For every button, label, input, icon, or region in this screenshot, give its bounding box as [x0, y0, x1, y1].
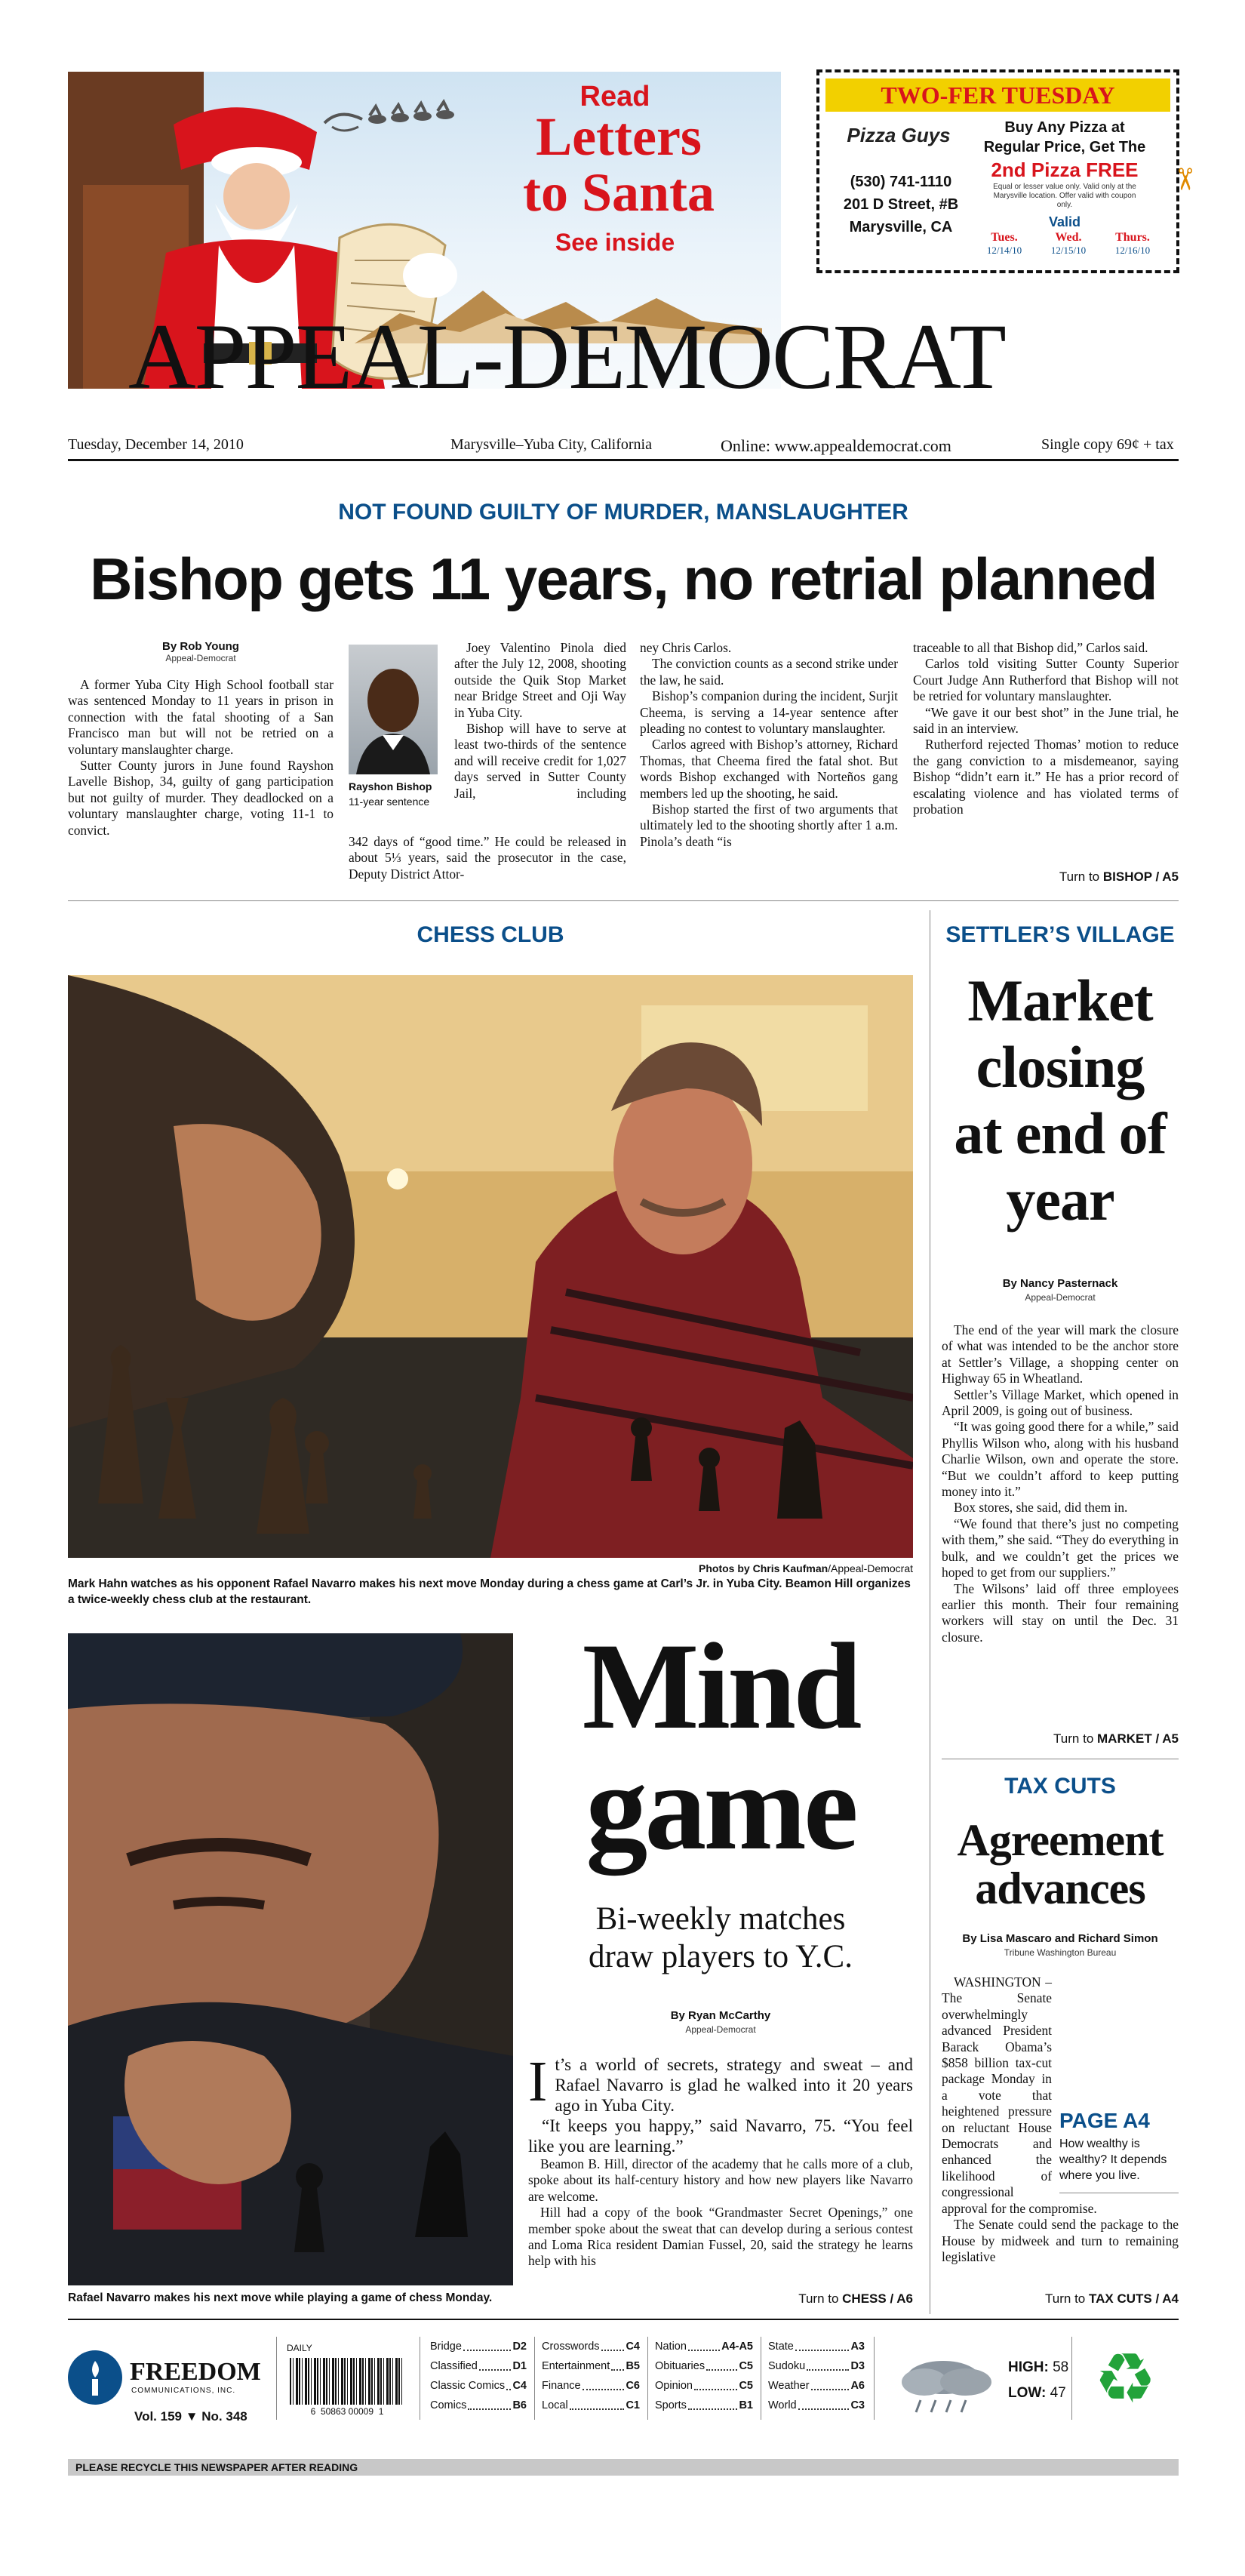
- ad-offer-2: Regular Price, Get The: [983, 139, 1146, 155]
- article-paragraph: ney Chris Carlos.: [640, 640, 732, 655]
- index-name: Entertainment: [542, 2360, 610, 2372]
- tax-paragraph: WASHINGTON – The Senate overwhelmingly advanced President Barack Obama’s $858 billion tax-cut package Monday in a vote that heightened pressure on reluctant House Democrats and enhanced the likelihood of congressional approval for the compromise.: [942, 1974, 1097, 2216]
- article-paragraph: The conviction counts as a second strike under the law, he said.: [640, 656, 898, 688]
- tax-body: [942, 1974, 1179, 2265]
- photo-credit: [68, 1562, 913, 1574]
- index-item[interactable]: [768, 2356, 865, 2376]
- article-paragraph: A former Yuba City High School football star was sentenced Monday to 11 years in prison in connection with the fatal shooting of a San Francisco man but will not be retried on a voluntary manslaughter charge.: [68, 677, 334, 757]
- high-value: 58: [1053, 2359, 1069, 2375]
- article-paragraph: Carlos agreed with Bishop’s attorney, Richard Thomas, that Cheema fired the fatal shot. But words Bishop exchanged with Norteños gang members led up the shooting, he said.: [640, 737, 898, 801]
- tax-jump[interactable]: [942, 2291, 1179, 2307]
- footer-divider: [1071, 2337, 1072, 2420]
- index-name: Finance: [542, 2380, 581, 2392]
- index-name: World: [768, 2399, 797, 2411]
- promo-see-inside: See inside: [555, 229, 675, 256]
- lead-column-2b: [349, 834, 626, 882]
- photo-credit-name: Photos by Chris Kaufman: [699, 1562, 828, 1574]
- index-item[interactable]: [655, 2396, 753, 2415]
- index-page: C1: [626, 2399, 640, 2411]
- lead-byorg: Appeal-Democrat: [165, 653, 236, 663]
- chess-paragraph: Beamon B. Hill, director of the academy that he calls more of a club, spoke about its half-century history and how new players like Navarro are welcome.: [528, 2156, 913, 2204]
- index-item[interactable]: [768, 2396, 865, 2415]
- lead-byline: By Rob Young: [162, 640, 239, 653]
- index-page: A6: [850, 2380, 865, 2392]
- masthead-rule: [68, 459, 1179, 461]
- index-item[interactable]: [542, 2396, 640, 2415]
- jump-target: BISHOP / A5: [1102, 869, 1179, 884]
- chess-deck: Bi-weekly matches draw players to Y.C.: [589, 1901, 853, 1974]
- index-page: D3: [850, 2360, 865, 2372]
- photo-credit-org: /Appeal-Democrat: [828, 1562, 913, 1574]
- recycle-icon: ♻: [1094, 2341, 1157, 2418]
- market-body: [942, 1322, 1179, 1645]
- index-name: Crosswords: [542, 2341, 600, 2353]
- index-page: C5: [739, 2380, 753, 2392]
- ad-fine-print: Equal or lesser value only. Valid only at the Marysville location. Offer valid with coupon only.: [993, 183, 1136, 209]
- index-page: D2: [512, 2341, 527, 2353]
- ad-phone: (530) 741-1110: [850, 174, 952, 190]
- market-byline: By Nancy Pasternack: [1002, 1277, 1118, 1290]
- market-jump[interactable]: [942, 1731, 1179, 1747]
- tax-paragraph: The Senate could send the package to the House by midweek and turn to remaining legislative: [942, 2217, 1179, 2264]
- jump-target: TAX CUTS / A4: [1088, 2291, 1179, 2306]
- article-paragraph: Sutter County jurors in June found Rayshon Lavelle Bishop, 34, guilty of gang participation but not guilty of murder. They deadlocked on a voluntary manslaughter charge, voting 11-1 to convict.: [68, 758, 334, 838]
- pizza-guys-coupon-ad[interactable]: [816, 69, 1202, 273]
- index-item[interactable]: [430, 2337, 527, 2356]
- article-paragraph: Carlos told visiting Sutter County Superior Court Judge Ann Rutherford that Bishop will not be retried for voluntary manslaughter.: [913, 656, 1179, 704]
- index-name: Sudoku: [768, 2360, 806, 2372]
- index-name: Bridge: [430, 2341, 462, 2353]
- ad-offer-3: 2nd Pizza FREE: [991, 158, 1139, 181]
- lead-column-4: [913, 640, 1179, 817]
- index-name: Sports: [655, 2399, 687, 2411]
- index-page: B5: [626, 2360, 640, 2372]
- weather-high: [1008, 2359, 1068, 2376]
- market-headline[interactable]: Market closing at end of year: [954, 968, 1167, 1233]
- market-paragraph: The Wilsons’ laid off three employees earlier this month. Their four remaining workers will stay on until the Dec. 31 closure.: [942, 1580, 1179, 1645]
- rain-cloud-icon: [890, 2352, 1004, 2420]
- chess-byline: By Ryan McCarthy: [670, 2009, 771, 2022]
- freedom-brand: FREEDOM: [130, 2358, 261, 2386]
- low-value: 47: [1050, 2385, 1066, 2401]
- article-paragraph: Bishop’s companion during the incident, Surjit Cheema, is serving a 14-year sentence after pleading no contest to voluntary manslaughter.: [640, 688, 898, 737]
- article-paragraph: traceable to all that Bishop did,” Carlos said.: [913, 640, 1148, 655]
- market-paragraph: “It was going good there for a while,” said Phyllis Wilson who, along with his husband Charlie Wilson, own and operate the store. “But we couldn’t afford to keep putting money into it.”: [942, 1419, 1179, 1500]
- chess-photo-main[interactable]: [68, 975, 913, 1558]
- ad-street: 201 D Street, #B: [843, 196, 959, 213]
- market-byorg: Appeal-Democrat: [1025, 1292, 1096, 1303]
- lead-jump[interactable]: [913, 869, 1179, 885]
- jump-label: Turn to: [1053, 1731, 1097, 1746]
- recycle-bar: PLEASE RECYCLE THIS NEWSPAPER AFTER READING: [68, 2459, 1179, 2476]
- jump-target: CHESS / A6: [842, 2291, 913, 2306]
- lead-column-3: [640, 640, 898, 850]
- chess-paragraph: Hill had a copy of the book “Grandmaster Secret Openings,” one member spoke about the sweat that can develop during a serious contest and Loma Rica resident Damian Fussel, 20, said the strategy he learns help with his: [528, 2205, 913, 2269]
- chess-caption-2: Rafael Navarro makes his next move while playing a game of chess Monday.: [68, 2291, 493, 2304]
- chess-paragraph: “It keeps you happy,” said Navarro, 75. “You feel like you are learning.”: [528, 2116, 913, 2156]
- index-page: D1: [512, 2360, 527, 2372]
- index-item[interactable]: [655, 2356, 753, 2376]
- index-page: B1: [739, 2399, 753, 2411]
- index-item[interactable]: [768, 2376, 865, 2396]
- section-divider: [68, 900, 1179, 901]
- promo-to-santa: to Santa: [522, 162, 715, 223]
- page-a4-box[interactable]: [1059, 2109, 1179, 2193]
- page-a4-title: PAGE A4: [1059, 2109, 1150, 2132]
- footer-rule: [68, 2319, 1179, 2320]
- freedom-brand-sub: COMMUNICATIONS, INC.: [131, 2387, 236, 2395]
- chess-lead-paragraph: t’s a world of secrets, strategy and sweat – and Rafael Navarro is glad he walked into it 20 years ago in Yuba City.: [555, 2055, 913, 2115]
- chess-headline-game[interactable]: game: [586, 1739, 856, 1876]
- ad-day: Tues.: [991, 231, 1018, 244]
- footer-divider: [276, 2337, 277, 2420]
- high-label: HIGH:: [1008, 2359, 1049, 2375]
- index-item[interactable]: [430, 2356, 527, 2376]
- index-column-4: [768, 2337, 865, 2415]
- index-page: B6: [512, 2399, 527, 2411]
- lead-column-2a: [454, 640, 626, 802]
- index-name: Opinion: [655, 2380, 693, 2392]
- index-column-1: [430, 2337, 527, 2415]
- article-paragraph: Bishop will have to serve at least two-thirds of the sentence and will receive credit for 1,027 days served in Sutter County Jail, including: [454, 721, 626, 801]
- footer-divider: [874, 2337, 875, 2420]
- jump-label: Turn to: [798, 2291, 843, 2306]
- masthead-nameplate: [128, 305, 1185, 408]
- index-item[interactable]: [430, 2396, 527, 2415]
- masthead-location: Marysville–Yuba City, California: [450, 436, 652, 453]
- index-name: Local: [542, 2399, 568, 2411]
- tax-byorg: Tribune Washington Bureau: [1004, 1947, 1117, 1958]
- nameplate-appeal: APPEAL: [128, 305, 473, 408]
- market-paragraph: Settler’s Village Market, which opened in April 2009, is going out of business.: [942, 1386, 1179, 1419]
- market-paragraph: Box stores, she said, did them in.: [954, 1500, 1128, 1516]
- index-item[interactable]: [655, 2376, 753, 2396]
- chess-body: [528, 2050, 913, 2270]
- masthead-price: Single copy 69¢ + tax: [1041, 436, 1174, 453]
- market-paragraph: The end of the year will mark the closure of what was intended to be the anchor store at Settler’s Village, a shopping center on Highway 65 in Wheatland.: [942, 1322, 1179, 1386]
- index-name: Classic Comics: [430, 2380, 506, 2392]
- ad-valid: Valid: [1048, 214, 1081, 229]
- chess-kicker: CHESS CLUB: [417, 922, 564, 947]
- footer-divider: [534, 2337, 535, 2420]
- daily-label: DAILY: [287, 2343, 312, 2353]
- index-item[interactable]: [655, 2337, 753, 2356]
- ad-date: 12/15/10: [1050, 245, 1087, 256]
- rayshon-bishop-mugshot: [349, 645, 438, 774]
- torch-icon: [78, 2358, 112, 2397]
- chess-byorg: Appeal-Democrat: [685, 2024, 756, 2035]
- ad-date: 12/16/10: [1114, 245, 1151, 256]
- ad-city: Marysville, CA: [849, 219, 953, 235]
- page-a4-text: How wealthy is wealthy? It depends where you live.: [1059, 2137, 1167, 2182]
- article-paragraph: “We gave it our best shot” in the June trial, he said in an interview.: [913, 704, 1179, 737]
- article-paragraph: Joey Valentino Pinola died after the July 12, 2008, shooting outside the Quik Stop Market near Bridge Street and Oji Way in Yuba City.: [454, 640, 626, 720]
- index-page: C4: [626, 2341, 640, 2353]
- index-name: Classified: [430, 2360, 478, 2372]
- index-item[interactable]: [542, 2356, 640, 2376]
- index-page: C5: [739, 2360, 753, 2372]
- chess-caption-1: Mark Hahn watches as his opponent Rafael Navarro makes his next move Monday during a chess game at Carl’s Jr. in Yuba City. Beamon Hill organizes a twice-weekly chess club at the restaurant.: [68, 1577, 911, 1606]
- index-column-3: [655, 2337, 753, 2415]
- index-name: Obituaries: [655, 2360, 706, 2372]
- index-item[interactable]: [768, 2337, 865, 2356]
- market-paragraph: “We found that there’s just no competing with them,” she said. “They do everything in bulk, and we couldn’t get the prices we hoped to get from our suppliers.”: [942, 1516, 1179, 1580]
- ad-headline: TWO-FER TUESDAY: [825, 78, 1170, 112]
- article-paragraph: Bishop started the first of two arguments that ultimately led to the shooting shortly after 1 a.m. Pinola’s death “is: [640, 802, 898, 849]
- footer-divider: [647, 2337, 648, 2420]
- jump-label: Turn to: [1045, 2291, 1089, 2306]
- mugshot-name: Rayshon Bishop: [349, 780, 432, 792]
- ad-day: Wed.: [1055, 231, 1082, 244]
- ad-date: 12/14/10: [986, 245, 1022, 256]
- mugshot-caption: 11-year sentence: [349, 796, 430, 808]
- index-page: C3: [850, 2399, 865, 2411]
- low-label: LOW:: [1008, 2385, 1047, 2401]
- index-page: C4: [512, 2380, 527, 2392]
- masthead-date: Tuesday, December 14, 2010: [68, 436, 244, 453]
- chess-jump[interactable]: [528, 2291, 913, 2307]
- index-page: A3: [850, 2341, 865, 2353]
- masthead-online[interactable]: Online: www.appealdemocrat.com: [721, 436, 951, 455]
- chess-headline-mind[interactable]: Mind: [582, 1618, 859, 1755]
- scissors-icon: ✂: [1167, 166, 1202, 192]
- index-name: State: [768, 2341, 794, 2353]
- tax-byline: By Lisa Mascaro and Richard Simon: [962, 1932, 1158, 1945]
- tax-headline[interactable]: Agreement advances: [957, 1815, 1164, 1913]
- market-kicker: SETTLER’S VILLAGE: [945, 922, 1175, 947]
- lead-column-1: [68, 640, 334, 839]
- index-item[interactable]: [542, 2376, 640, 2396]
- index-item[interactable]: [542, 2337, 640, 2356]
- index-column-2: [542, 2337, 640, 2415]
- article-paragraph: 342 days of “good time.” He could be released in about 5⅓ years, said the prosecutor in the case, Deputy District Attor-: [349, 834, 626, 882]
- index-item[interactable]: [430, 2376, 527, 2396]
- barcode: [290, 2358, 403, 2405]
- tax-kicker: TAX CUTS: [1004, 1774, 1116, 1799]
- volume-number: Vol. 159 ▼ No. 348: [134, 2409, 247, 2424]
- promo-read: Read: [579, 81, 650, 112]
- index-page: A4-A5: [721, 2341, 753, 2353]
- promo-letters: Letters: [536, 106, 702, 167]
- index-name: Weather: [768, 2380, 810, 2392]
- lead-kicker: NOT FOUND GUILTY OF MURDER, MANSLAUGHTER: [338, 500, 908, 525]
- barcode-number: 6 50863 00009 1: [310, 2406, 384, 2417]
- weather-low: [1008, 2385, 1066, 2402]
- pizza-guys-logo: Pizza Guys: [847, 124, 951, 146]
- jump-label: Turn to: [1059, 869, 1103, 884]
- ad-day: Thurs.: [1115, 231, 1150, 244]
- jump-target: MARKET / A5: [1097, 1731, 1179, 1746]
- lead-headline[interactable]: Bishop gets 11 years, no retrial planned: [90, 546, 1157, 612]
- index-page: C6: [626, 2380, 640, 2392]
- chess-photo-navarro[interactable]: [68, 1633, 513, 2285]
- index-name: Comics: [430, 2399, 467, 2411]
- index-name: Nation: [655, 2341, 687, 2353]
- ad-valid-days: [974, 231, 1163, 257]
- ad-offer-1: Buy Any Pizza at: [1004, 119, 1125, 136]
- article-paragraph: Rutherford rejected Thomas’ motion to reduce the gang conviction to a misdemeanor, saying Bishop “didn’t earn it.” He has a prior record of escalating violence and has violated terms of probation: [913, 737, 1179, 817]
- drop-cap: I: [528, 2050, 548, 2113]
- nameplate-democrat: -DEMOCRAT: [472, 305, 1005, 408]
